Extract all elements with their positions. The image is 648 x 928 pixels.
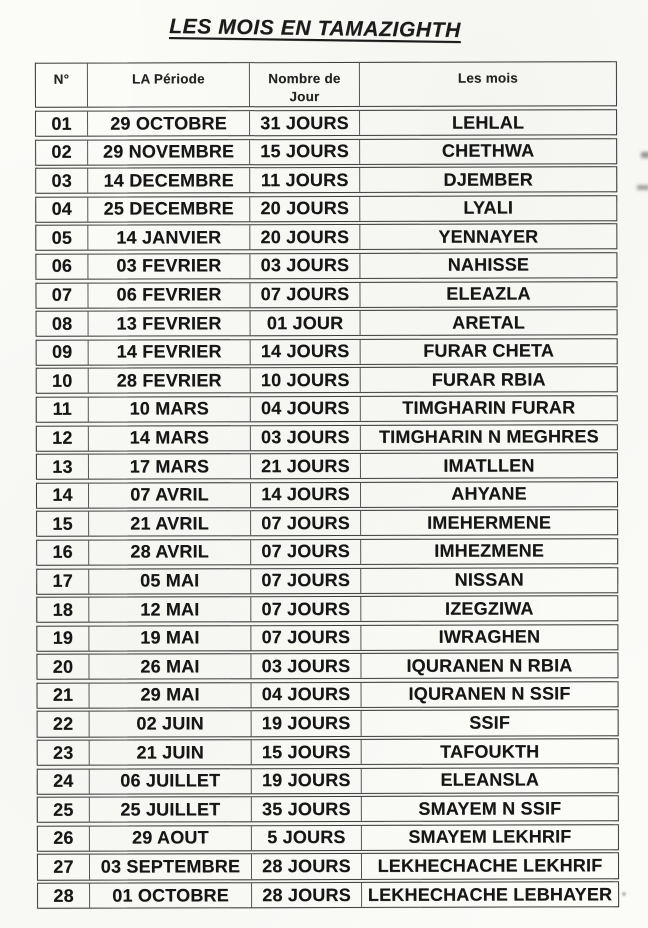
table-row <box>36 338 618 366</box>
cell-periode: 14 MARS <box>89 426 251 451</box>
column-header-periode: LA Période <box>88 63 250 106</box>
table-row <box>36 309 618 337</box>
cell-number: 15 <box>37 512 89 536</box>
table-row <box>37 738 619 766</box>
scan-artifact <box>622 892 626 896</box>
table-row <box>37 795 619 823</box>
cell-periode: 21 JUIN <box>90 740 252 765</box>
cell-mois: IMEHERMENE <box>427 512 552 533</box>
page-title: LES MOIS EN TAMAZIGHTH <box>169 14 461 43</box>
cell-mois: NAHISSE <box>447 254 530 276</box>
cell-jours: 04 JOURS <box>252 683 362 707</box>
table-row <box>36 653 618 681</box>
cell-periode: 07 AVRIL <box>89 483 251 508</box>
cell-jours: 5 JOURS <box>252 826 362 850</box>
cell-jours: 19 JOURS <box>252 769 362 793</box>
scan-artifact <box>641 152 648 158</box>
cell-periode: 17 MARS <box>89 454 251 479</box>
cell-mois: DJEMBER <box>443 169 533 190</box>
column-header-nombre-de-jour: Nombre de Jour <box>250 63 360 106</box>
cell-number: 13 <box>37 455 89 479</box>
cell-number: 11 <box>37 398 89 422</box>
cell-periode: 14 JANVIER <box>88 226 250 251</box>
cell-mois: TIMGHARIN FURAR <box>402 397 576 419</box>
cell-mois: CHETHWA <box>441 140 535 161</box>
cell-periode: 03 SEPTEMBRE <box>90 855 252 880</box>
column-header-les-mois: Les mois <box>457 70 519 86</box>
table-row <box>35 138 617 166</box>
table-header-row <box>35 61 617 108</box>
cell-jours: 03 JOURS <box>251 654 361 678</box>
table-row <box>37 710 619 738</box>
cell-jours: 10 JOURS <box>251 368 361 392</box>
cell-mois: AHYANE <box>451 483 527 504</box>
cell-periode: 14 FEVRIER <box>89 340 251 365</box>
table-row <box>35 195 617 223</box>
cell-number: 09 <box>37 340 89 364</box>
cell-periode: 29 NOVEMBRE <box>88 140 250 165</box>
cell-number: 14 <box>37 483 89 507</box>
cell-periode: 03 FEVRIER <box>88 254 250 279</box>
cell-jours: 35 JOURS <box>252 797 362 821</box>
cell-mois: TAFOUKTH <box>440 741 540 762</box>
table-row <box>36 567 618 595</box>
cell-periode: 10 MARS <box>89 397 251 422</box>
cell-number: 21 <box>38 683 90 707</box>
cell-mois: NISSAN <box>454 569 524 590</box>
cell-periode: 25 JUILLET <box>90 797 252 822</box>
cell-number: 18 <box>37 598 89 622</box>
table-row <box>37 681 619 709</box>
table-row <box>35 109 617 137</box>
cell-number: 12 <box>37 426 89 450</box>
cell-mois: SMAYEM N SSIF <box>418 798 562 819</box>
cell-jours: 14 JOURS <box>251 340 361 364</box>
table-row <box>36 624 618 652</box>
table-row <box>35 224 617 252</box>
cell-mois: IQURANEN N SSIF <box>408 683 571 705</box>
scan-artifact <box>637 185 648 190</box>
cell-jours: 04 JOURS <box>251 397 361 421</box>
cell-periode: 01 OCTOBRE <box>90 883 252 908</box>
cell-mois: ELEAZLA <box>446 283 531 304</box>
cell-mois: LYALI <box>463 197 514 218</box>
cell-mois: FURAR CHETA <box>423 340 555 361</box>
cell-periode: 29 AOUT <box>90 826 252 851</box>
cell-periode: 29 MAI <box>90 683 252 708</box>
column-header-number: N° <box>36 64 88 107</box>
cell-mois: LEKHECHACHE LEKHRIF <box>377 855 603 876</box>
cell-jours: 19 JOURS <box>252 711 362 735</box>
cell-number: 25 <box>38 798 90 822</box>
cell-number: 01 <box>36 112 88 136</box>
cell-number: 22 <box>38 712 90 736</box>
cell-number: 19 <box>37 626 89 650</box>
cell-jours: 20 JOURS <box>250 225 360 249</box>
cell-periode: 12 MAI <box>89 597 251 622</box>
cell-number: 16 <box>37 541 89 565</box>
cell-periode: 02 JUIN <box>90 712 252 737</box>
cell-mois: TIMGHARIN N MEGHRES <box>378 426 599 447</box>
cell-jours: 03 JOURS <box>251 425 361 449</box>
cell-number: 23 <box>38 741 90 765</box>
table-row <box>35 281 617 309</box>
table-row <box>36 452 618 480</box>
table-row <box>36 395 618 423</box>
cell-jours: 11 JOURS <box>250 168 360 192</box>
table-row <box>36 367 618 395</box>
cell-periode: 28 AVRIL <box>89 540 251 565</box>
table-row <box>36 481 618 509</box>
table-row <box>36 510 618 538</box>
table-row <box>36 424 618 452</box>
cell-number: 20 <box>37 655 89 679</box>
months-table <box>35 61 619 911</box>
cell-jours: 07 JOURS <box>251 568 361 592</box>
cell-mois: YENNAYER <box>438 226 539 247</box>
cell-jours: 15 JOURS <box>250 140 360 164</box>
cell-number: 10 <box>37 369 89 393</box>
cell-periode: 06 FEVRIER <box>88 283 250 308</box>
cell-number: 05 <box>36 226 88 250</box>
cell-jours: 20 JOURS <box>250 197 360 221</box>
cell-number: 26 <box>38 826 90 850</box>
cell-number: 06 <box>36 255 88 279</box>
cell-mois: ARETAL <box>452 312 526 333</box>
table-row <box>37 824 619 852</box>
cell-number: 28 <box>38 884 90 908</box>
cell-number: 07 <box>36 283 88 307</box>
cell-periode: 13 FEVRIER <box>89 311 251 336</box>
table-body <box>35 109 619 909</box>
cell-mois: IWRAGHEN <box>438 626 541 647</box>
cell-periode: 21 AVRIL <box>89 512 251 537</box>
cell-jours: 15 JOURS <box>252 740 362 764</box>
cell-periode: 14 DECEMBRE <box>88 168 250 193</box>
cell-mois: IZEGZIWA <box>444 598 534 619</box>
cell-jours: 03 JOURS <box>250 254 360 278</box>
cell-jours: 01 JOUR <box>251 311 361 335</box>
cell-mois: IQURANEN N RBIA <box>406 655 573 676</box>
cell-mois: IMATLLEN <box>443 455 535 476</box>
cell-jours: 07 JOURS <box>250 282 360 306</box>
cell-mois: LEHLAL <box>451 111 525 133</box>
cell-jours: 28 JOURS <box>252 883 362 907</box>
cell-periode: 26 MAI <box>89 654 251 679</box>
cell-periode: 25 DECEMBRE <box>88 197 250 222</box>
cell-mois: ELEANSLA <box>440 769 540 790</box>
cell-number: 04 <box>36 197 88 221</box>
cell-periode: 19 MAI <box>89 626 251 651</box>
cell-jours: 21 JOURS <box>251 454 361 478</box>
cell-mois: IMHEZMENE <box>434 540 545 562</box>
cell-periode: 28 FEVRIER <box>89 369 251 394</box>
cell-mois: FURAR RBIA <box>431 369 546 390</box>
cell-jours: 28 JOURS <box>252 854 362 878</box>
cell-number: 17 <box>37 569 89 593</box>
cell-number: 02 <box>36 140 88 164</box>
cell-mois: LEKHECHACHE LEBHAYER <box>367 883 613 905</box>
table-row <box>37 767 619 795</box>
cell-jours: 31 JOURS <box>250 111 360 135</box>
cell-number: 08 <box>37 312 89 336</box>
cell-periode: 05 MAI <box>89 569 251 594</box>
table-row <box>35 166 617 194</box>
cell-number: 27 <box>38 855 90 879</box>
cell-mois: SSIF <box>469 712 511 733</box>
cell-jours: 07 JOURS <box>251 511 361 535</box>
cell-jours: 07 JOURS <box>251 540 361 564</box>
table-row <box>36 538 618 566</box>
table-row <box>36 595 618 623</box>
cell-mois: SMAYEM LEKHRIF <box>408 826 572 848</box>
table-row <box>37 881 619 909</box>
table-row <box>35 252 617 280</box>
cell-jours: 07 JOURS <box>251 626 361 650</box>
table-row <box>37 853 619 881</box>
cell-periode: 06 JUILLET <box>90 769 252 794</box>
cell-jours: 07 JOURS <box>251 597 361 621</box>
cell-number: 24 <box>38 769 90 793</box>
cell-number: 03 <box>36 169 88 193</box>
cell-jours: 14 JOURS <box>251 483 361 507</box>
cell-periode: 29 OCTOBRE <box>88 111 250 136</box>
